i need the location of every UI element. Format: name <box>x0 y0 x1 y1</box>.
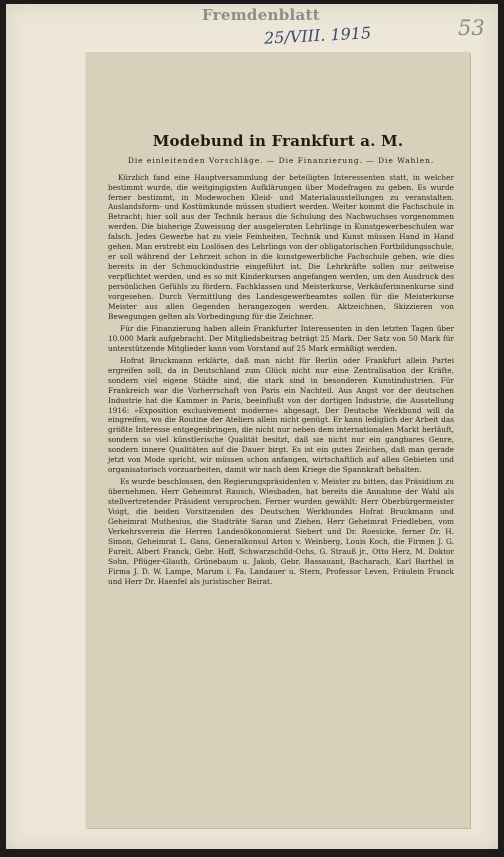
article-headline: Modebund in Frankfurt a. M. <box>152 132 404 150</box>
handwritten-date: 25/VIII. 1915 <box>263 23 372 48</box>
newspaper-masthead: Fremdenblatt <box>202 6 321 24</box>
archive-sheet <box>6 4 498 849</box>
article-paragraph: Hofrat Bruckmann erklärte, daß man nicht für Berlin oder Frankfurt allein Partei ergreifen soll, da in Deutschland zum Glück nicht nur eine Zentralisation der Kräfte, sondern viel eigene Städte sind, die stark sind in besonderen Kunstindustrien. Für Frankreich war die Vorherrschaft von Paris ein Nachteil. Aus Angst vor der deutschen Industrie hat die Kammer in Paris, beeinflußt von der dortigen Industrie, die Ausstellung 1916: »Exposition exclusivement moderne« abgesagt. Der Deutsche Werkbund will da eingreifen, wo die Routine der Ateliers allein nicht genügt. Er kann lediglich der Arbeit das größte Interesse entgegenbringen, die nicht nur neben dem internationalen Markt herläuft, sondern so viel künstlerische Qualität besitzt, daß sie nicht nur ein gangbares Genre, sondern innere Qualitäten auf die Dauer birgt. Es ist ein gutes Zeichen, daß man gerade jetzt von Mode spricht, wir müssen schon anfangen, wirtschaftlich auf allen Gebieten und organisatorisch vorzuarbeiten, damit wir nach dem Kriege die Spannkraft behalten. <box>108 355 454 475</box>
article-subtitle: Die einleitenden Vorschläge. — Die Finanzierung. — Die Wahlen. <box>127 156 435 165</box>
article-paragraph: Für die Finanzierung haben allein Frankfurter Interessenten in den letzten Tagen über 10.000 Mark aufgebracht. Der Mitgliedsbeitrag beträgt 25 Mark. Der Satz von 50 Mark für unterstützende Mitglieder kann vom Vorstand auf 25 Mark ermäßigt werden. <box>108 323 454 353</box>
article-paragraph: Kürzlich fand eine Hauptversammlung der beteiligten Interessenten statt, in welcher bestimmt wurde, die weitgingigsten Aufklärungen über Modefragen zu geben. Es wurde ferner bestimmt, in Modewochen Kleid- und Materialausstellungen zu veranstalten. Auslandsform- und Kostümkunde müssen studiert werden. Weiter kommt die Fachschule in Betracht; hier soll aus der Technik heraus die Schulung des Nachwuchses vorgenommen werden. Die bisherige Zuweisung der ausgelernten Lehrlinge in Kunstgewerbeschulen war falsch. Jedes Gewerbe hat zu viele Feinheiten, Technik und Kunst müssen Hand in Hand gehen. Man erstrebt ein Loslösen des Lehrlings von der obligatorischen Fortbildungsschule, er soll während der Lehrzeit schon in die kunstgewerbliche Fachschule gehen, wie dies bereits in der Schmuckindustrie eingeführt ist. Die Lehrkräfte sollen nur zeitweise verpflichtet werden, und es so mit Kinderkursen angefangen werden, um den Ausdruck des persönlichen Gefühls zu fördern. Fachklassen und Meisterkurse, Verkäuferinnenkurse sind vorgesehen. Durch Vermittlung des Landesgewerbeamtes sollen für die Meisterkurse Meister aus allen Gegenden herangezogen werden. Aktzeichnen, Skizzieren von Bewegungen gelten als Vorbedingung für die Zeichner. <box>108 172 454 321</box>
article-paragraph: Es wurde beschlossen, den Regierungspräsidenten v. Meister zu bitten, das Präsidium zu übernehmen. Herr Geheimrat Rausch, Wiesbaden, hat bereits die Annahme der Wahl als stellvertretender Präsident versprochen. Ferner wurden gewählt: Herr Oberbürgermeister Voigt, die beiden Vorsitzenden des Deutschen Werkbundes Hofrat Bruckmann und Geheimrat Muthesius, die Stadträte Saran und Ziehen, Herr Geheimrat Friedleben, vom Verkehrsverein die Herren Landesökonomierat Siebert und Dr. Roesicke, ferner Dr. H. Simon, Geheimrat L. Gans, Generalkonsul Arton v. Weinberg, Louis Koch, die Firmen J. G. Fureit, Albert Franck, Gebr. Hoff, Schwarzschild-Ochs, G. Strauß jr., Otto Herz, M. Doktor Sohn, Pflüger-Glauth, Grünebaum u. Jakob, Gebr. Bassauant, Bacharach, Karl Barthel in Firma J. D. W. Lampe, Marum i. Fa. Landauer u. Stern, Professor Leven, Fräulein Franck und Herr Dr. Haenfel als juristischer Beirat. <box>108 477 454 586</box>
newspaper-clipping <box>86 52 470 828</box>
handwritten-page-number: 53 <box>458 16 485 40</box>
article-body <box>86 167 470 587</box>
